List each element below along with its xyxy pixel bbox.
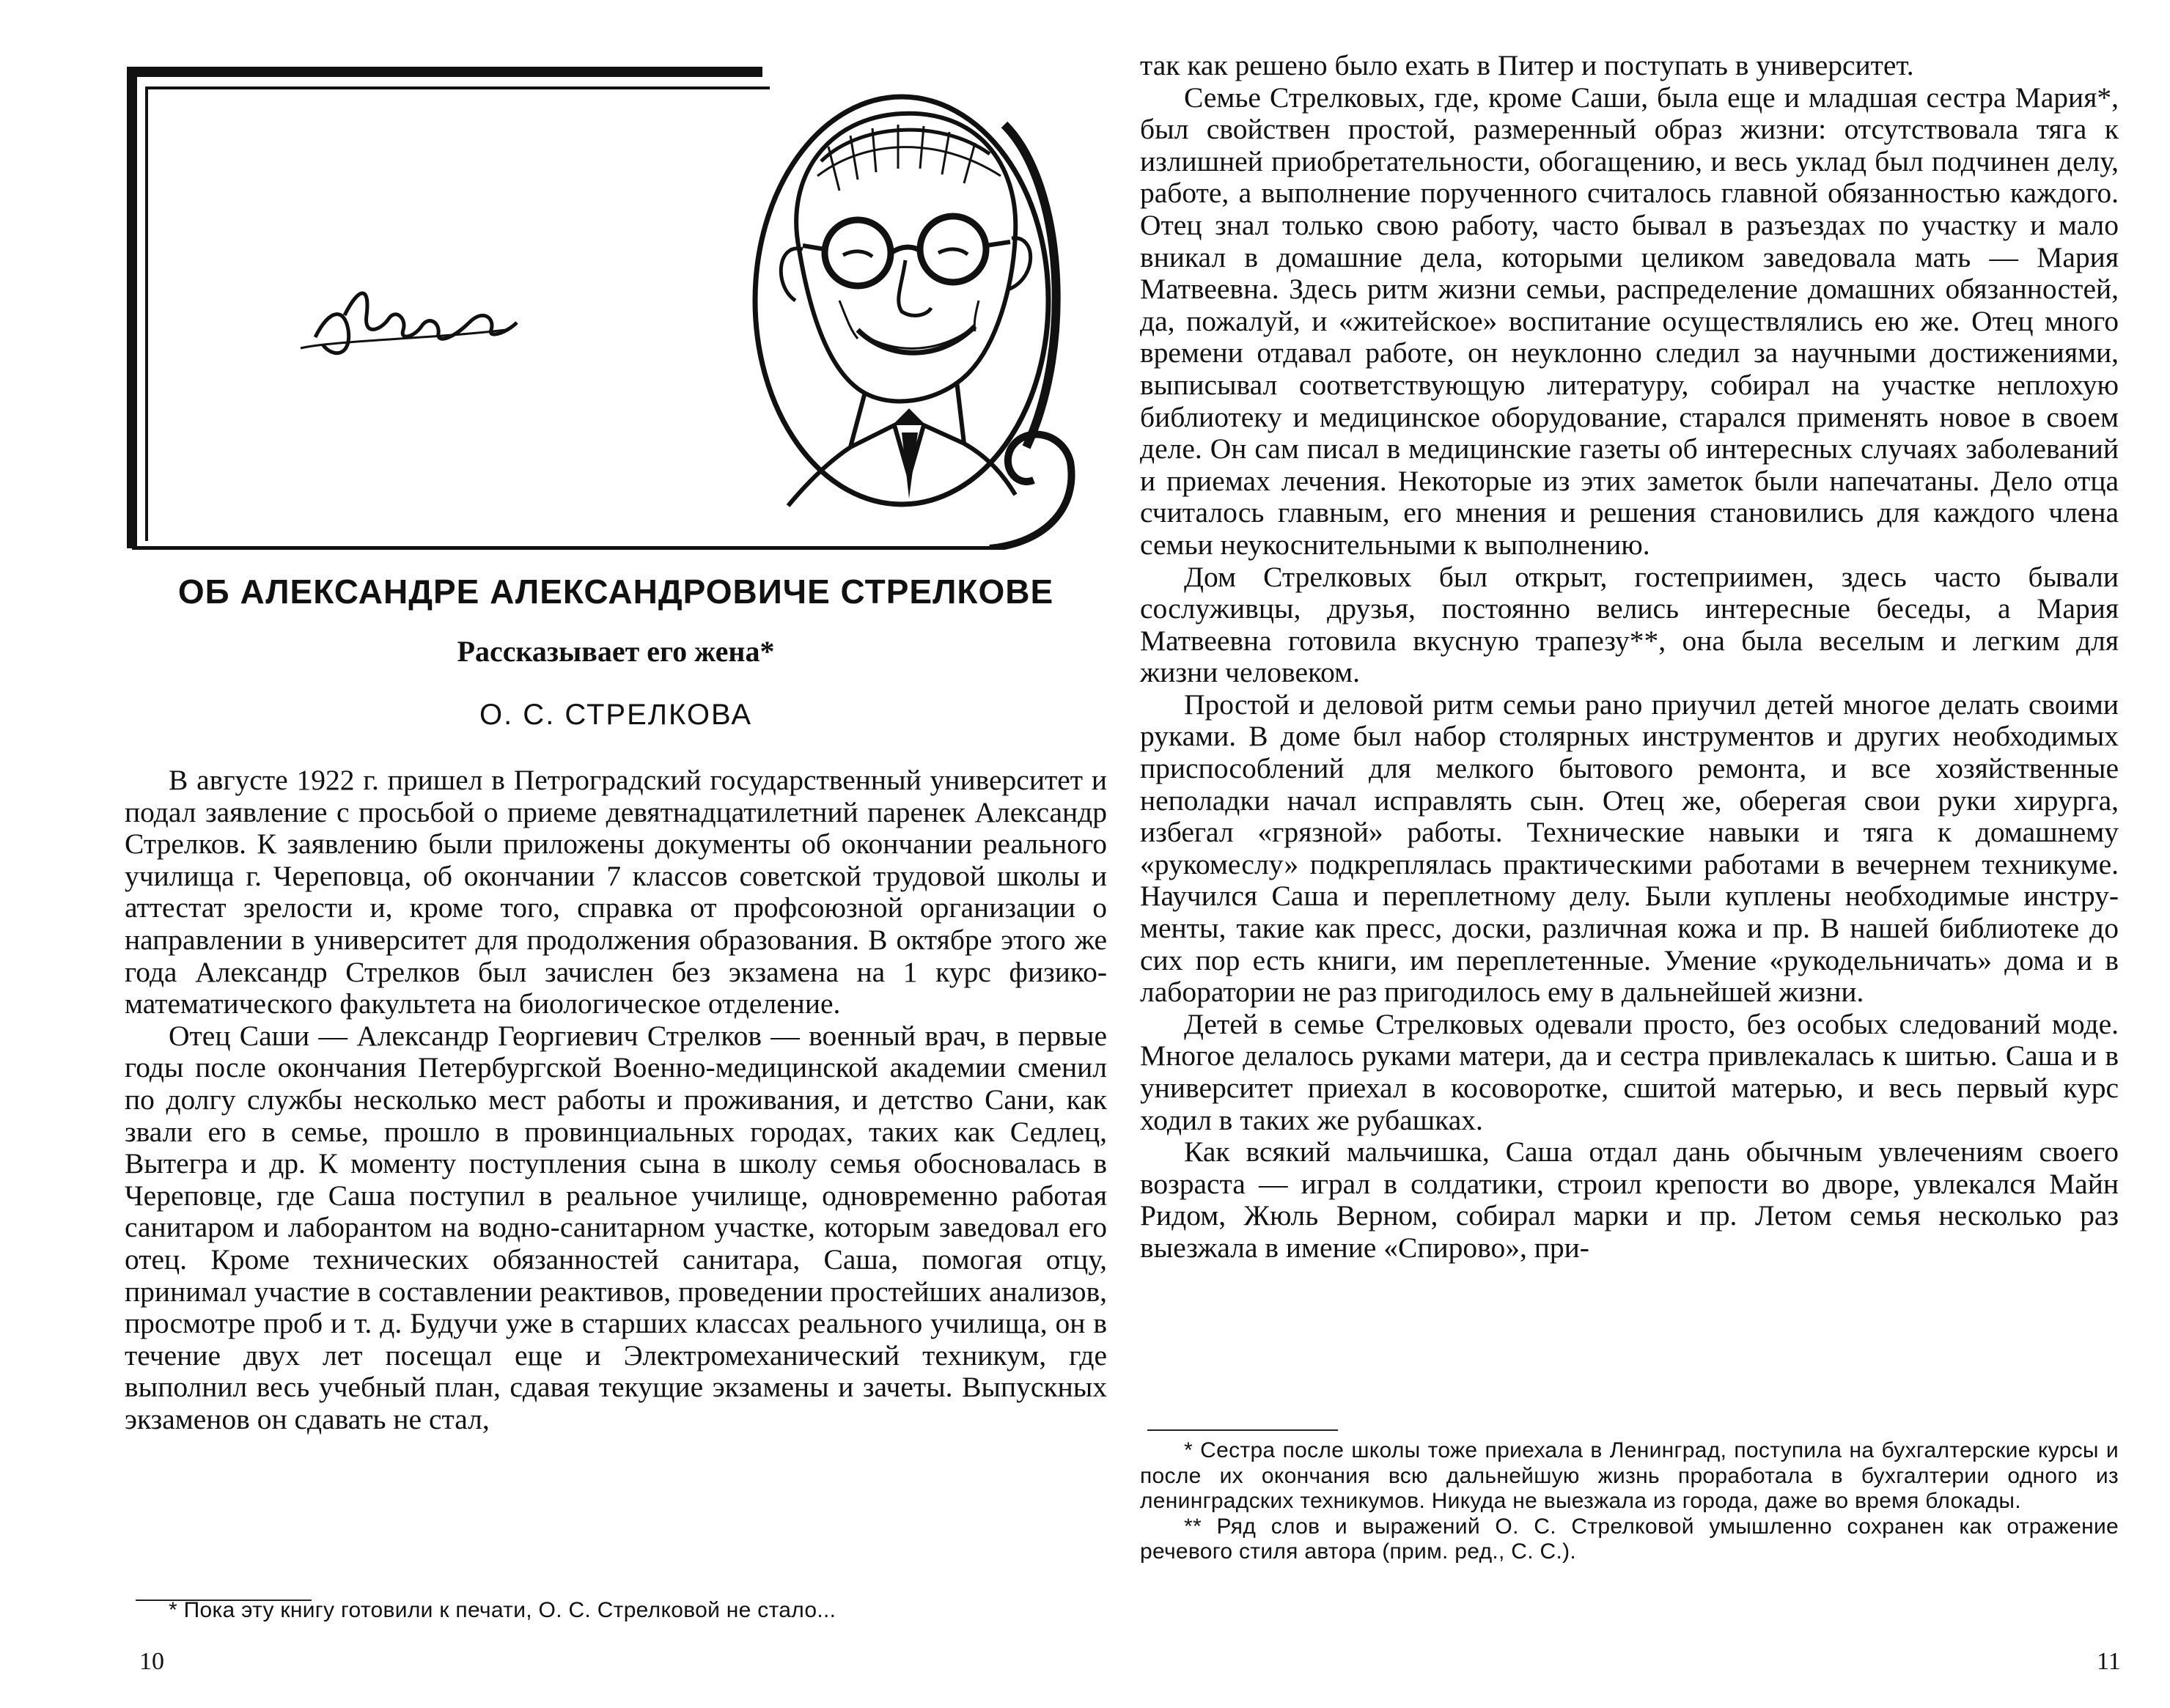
portrait-drawing (125, 66, 1107, 550)
paragraph: Семье Стрелковых, где, кроме Саши, была еще и младшая сестра Мария*, был свойствен простой, размеренный образ жизни: отсутствовала тяга к излишней приобретательности, обогащению, и весь уклад был подчинен делу, работе, а выполнение порученного считалось главной обязанностью каждого. Отец знал только свою работу, часто бывал в разъездах по участку и мало вникал в домашние дела, которыми целиком заведовала мать — Мария Матвеевна. Здесь ритм жизни семьи, распределение домашних обязанностей, да, пожалуй, и «житейское» воспитание осуществлялись ею же. Отец много времени отдавал работе, он неуклонно следил за научными достижениями, выписывал соответствующую литературу, собирал на участке неплохую библиотеку и медицинское оборудование, старался применять новое в своем деле. Он сам писал в медицинские газеты об интересных случаях заболеваний и приемах лечения. Некоторые из этих заметок были напечатаны. Дело отца считалось главным, его мнения и решения становились для каждого члена семьи неукоснительными к выполнению. (1140, 81, 2119, 561)
left-footnotes (125, 1598, 1107, 1624)
footnote: ** Ряд слов и выражений О. С. Стрелковой умышленно сохранен как отражение речевого стиля автора (прим. ред., С. С.). (1140, 1514, 2119, 1564)
paragraph: Отец Саши — Александр Георгиевич Стрелков — военный врач, в первые годы после окончания Петербургской Военно-медицинской академии сменил по долгу службы несколько мест работы и проживания, и детство Сани, как звали его в семье, прошло в провинциальных городах, таких как Седлец, Вытегра и др. К моменту поступления сына в школу семья обосновалась в Череповце, где Саша поступил в реальное училище, одновременно работая санитаром и лаборантом на водно-санитарном участке, которым заведовал его отец. Кроме технических обязанностей санитара, Саша, помогая отцу, принимал участие в составлении реактивов, проведении простейших анализов, просмотре проб и т. д. Будучи уже в старших классах реального училища, он в течение двух лет посещал еще и Электромеханический техникум, где выполнил весь учебный план, сдавая текущие экзамены и зачеты. Выпускных экзаменов он сдавать не стал, (125, 1019, 1107, 1435)
article-title: ОБ АЛЕКСАНДРЕ АЛЕКСАНДРОВИЧЕ СТРЕЛКОВЕ (177, 573, 1054, 611)
left-body-text (125, 765, 1107, 1435)
right-body-text (1140, 50, 2119, 1265)
paragraph: Как всякий мальчишка, Саша отдал дань обычным увлечениям своего возраста — играл в солдатики, строил крепости во дворе, увлекался Майн Ридом, Жюль Верном, собирал марки и пр. Летом семья несколько раз выезжала в имение «Спирово», при- (1140, 1135, 2119, 1264)
right-footnotes (1140, 1438, 2119, 1565)
paragraph: так как решено было ехать в Питер и поступать в университет. (1140, 49, 1914, 81)
footnote: * Сестра после школы тоже приехала в Ленинград, поступила на бухгалтерские курсы и после их окончания всю дальнейшую жизнь проработала в бухгалтерии одного из ленинградских техникумов. Никуда не выезжала из города, даже во время блокады. (1140, 1438, 2119, 1513)
paragraph: Простой и деловой ритм семьи рано приучил детей многое делать своими руками. В доме был набор столярных инструментов и других необходимых приспособлений для мелкого бытового ремонта, и все хозяйственные неполадки начал исправлять сын. Отец же, оберегая свои руки хирурга, избегал «грязной» работы. Технические навыки и тяга к домашнему «рукомеслу» подкреплялась практическими работами в вечернем техникуме. Научился Саша и переплетному делу. Были куплены необходимые инструменты, такие как пресс, доски, различная кожа и пр. В нашей библиотеке до сих пор есть книги, им переплетенные. Умение «рукодельничать» дома и в лаборатории не раз пригодилось ему в дальнейшей жизни. (1140, 688, 2119, 1009)
page-number-right: 11 (2097, 1648, 2121, 1675)
paragraph: В августе 1922 г. пришел в Петроградский государственный университет и подал заявление с просьбой о приеме девятнадцатилетний паренек Александр Стрелков. К заявлению были приложены документы об окончании реального училища г. Череповца, об окончании 7 классов советской трудовой школы и аттестат зрелости и, кроме того, справка от профсоюзной организации о направлении в университет для продолжения образования. В октябре этого же года Александр Стрелков был зачислен без экзамена на 1 курс физико-математического факультета на биологическое отделение. (125, 764, 1107, 1020)
footnote: * Пока эту книгу готовили к печати, О. С. Стрелковой не стало... (169, 1598, 836, 1622)
page-number-left: 10 (139, 1648, 164, 1675)
article-subtitle: Рассказывает его жена* (457, 635, 775, 668)
portrait-illustration (125, 66, 1107, 550)
paragraph: Детей в семье Стрелковых одевали просто, без особых следований моде. Многое делалось руками матери, да и сестра привлекалась к шитью. Саша и в университет приехал в косоворотке, сшитой матерью, и весь первый курс ходил в таких же рубашках. (1140, 1007, 2119, 1136)
article-author: О. С. СТРЕЛКОВА (479, 699, 753, 731)
paragraph: Дом Стрелковых был открыт, гостеприимен, здесь часто бывали сослуживцы, друзья, постоянно велись интересные беседы, а Мария Матвеевна готовила вкусную трапезу**, она была веселым и легким для жизни человеком. (1140, 560, 2119, 689)
footnote-divider (1147, 1429, 1338, 1431)
